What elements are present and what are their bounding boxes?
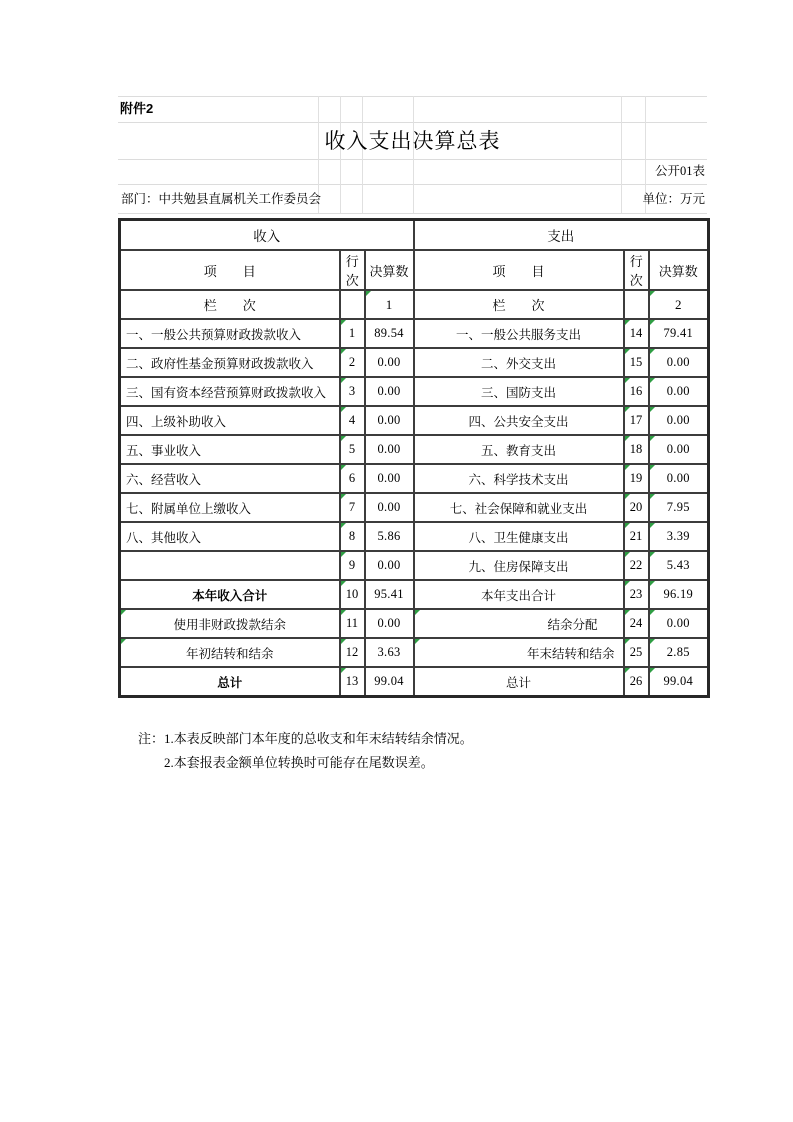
green-marker-icon (415, 610, 420, 615)
expense-rowno-cell: 14 (624, 319, 649, 348)
expense-amount-cell: 0.00 (649, 609, 709, 638)
income-amount-cell: 0.00 (365, 406, 414, 435)
expense-amount-cell: 0.00 (649, 377, 709, 406)
green-marker-icon (625, 407, 630, 412)
income-item-cell: 八、其他收入 (120, 522, 340, 551)
expense-rowno-cell: 21 (624, 522, 649, 551)
table-row (120, 638, 709, 667)
income-amount-cell: 5.86 (365, 522, 414, 551)
expense-item-cell: 七、社会保障和就业支出 (414, 493, 624, 522)
income-amount-cell: 3.63 (365, 638, 414, 667)
expense-amount-cell: 0.00 (649, 464, 709, 493)
income-rowno-cell: 9 (340, 551, 365, 580)
green-marker-icon (625, 320, 630, 325)
income-rowno-cell: 8 (340, 522, 365, 551)
green-marker-icon (625, 349, 630, 354)
income-rowno-cell: 12 (340, 638, 365, 667)
expense-item-cell: 年末结转和结余 (414, 638, 624, 667)
expense-item-cell: 结余分配 (414, 609, 624, 638)
expense-amount-cell: 0.00 (649, 406, 709, 435)
table-row (120, 493, 709, 522)
income-item-cell: 二、政府性基金预算财政拨款收入 (120, 348, 340, 377)
income-rowno-cell: 6 (340, 464, 365, 493)
green-marker-icon (625, 436, 630, 441)
green-marker-icon (341, 610, 346, 615)
green-marker-icon (650, 465, 655, 470)
expense-item-col-header: 项 目 (414, 250, 624, 290)
expense-item-cell: 总计 (414, 667, 624, 697)
table-row (120, 406, 709, 435)
expense-amount-cell: 0.00 (649, 435, 709, 464)
green-marker-icon (341, 639, 346, 644)
income-lanci-cell: 栏 次 (120, 290, 340, 319)
expense-item-cell: 六、科学技术支出 (414, 464, 624, 493)
green-marker-icon (121, 639, 126, 644)
table-row (120, 551, 709, 580)
green-marker-icon (650, 552, 655, 557)
green-marker-icon (625, 378, 630, 383)
income-rowno-cell: 4 (340, 406, 365, 435)
income-item-cell: 五、事业收入 (120, 435, 340, 464)
expense-item-cell: 本年支出合计 (414, 580, 624, 609)
green-marker-icon (650, 407, 655, 412)
budget-table (118, 218, 710, 698)
note-line-2: 2.本套报表金额单位转换时可能存在尾数误差。 (164, 755, 434, 770)
green-marker-icon (341, 436, 346, 441)
income-item-cell: 年初结转和结余 (120, 638, 340, 667)
income-amount-cell: 0.00 (365, 377, 414, 406)
expense-item-cell: 三、国防支出 (414, 377, 624, 406)
green-marker-icon (625, 639, 630, 644)
green-marker-icon (650, 610, 655, 615)
expense-rowno-cell: 18 (624, 435, 649, 464)
expense-rowno-cell: 16 (624, 377, 649, 406)
expense-item-cell: 八、卫生健康支出 (414, 522, 624, 551)
green-marker-icon (625, 581, 630, 586)
income-item-cell: 六、经营收入 (120, 464, 340, 493)
expense-amount-cell: 3.39 (649, 522, 709, 551)
income-item-cell: 本年收入合计 (120, 580, 340, 609)
expense-amount-cell: 96.19 (649, 580, 709, 609)
green-marker-icon (341, 552, 346, 557)
note-label: 注： (138, 731, 165, 746)
unit-label: 单位：万元 (642, 192, 705, 206)
green-marker-icon (650, 349, 655, 354)
income-section-header: 收入 (120, 220, 414, 251)
expense-item-cell: 二、外交支出 (414, 348, 624, 377)
department-label: 部门：中共勉县直属机关工作委员会 (121, 192, 322, 206)
income-rowno-cell: 13 (340, 667, 365, 697)
expense-amount-cell: 99.04 (649, 667, 709, 697)
empty-cell (340, 290, 365, 319)
table-row (120, 522, 709, 551)
income-rowno-col-header: 行次 (340, 250, 365, 290)
expense-rowno-cell: 20 (624, 493, 649, 522)
green-marker-icon (341, 494, 346, 499)
income-amount-cell: 0.00 (365, 348, 414, 377)
table-row (120, 348, 709, 377)
attachment-label: 附件2 (120, 101, 154, 116)
income-amount-cell: 0.00 (365, 493, 414, 522)
expense-rowno-cell: 25 (624, 638, 649, 667)
income-amount-cell: 0.00 (365, 435, 414, 464)
note-line-1: 1.本表反映部门本年度的总收支和年末结转结余情况。 (164, 731, 473, 746)
table-row (120, 580, 709, 609)
income-item-cell: 三、国有资本经营预算财政拨款收入 (120, 377, 340, 406)
expense-rowno-cell: 24 (624, 609, 649, 638)
expense-item-cell: 四、公共安全支出 (414, 406, 624, 435)
table-row (120, 667, 709, 697)
income-amount-cell: 0.00 (365, 464, 414, 493)
income-amount-cell: 99.04 (365, 667, 414, 697)
green-marker-icon (341, 668, 346, 673)
expense-rowno-cell: 19 (624, 464, 649, 493)
section-header-row (120, 220, 709, 251)
income-amount-cell: 95.41 (365, 580, 414, 609)
income-rowno-cell: 10 (340, 580, 365, 609)
green-marker-icon (650, 668, 655, 673)
expense-lanci-cell: 栏 次 (414, 290, 624, 319)
table-code-label: 公开01表 (654, 164, 705, 178)
green-marker-icon (625, 668, 630, 673)
income-amount-cell: 89.54 (365, 319, 414, 348)
expense-item-cell: 一、一般公共服务支出 (414, 319, 624, 348)
footnotes (138, 727, 473, 775)
expense-amount-cell: 5.43 (649, 551, 709, 580)
expense-section-header: 支出 (414, 220, 709, 251)
income-amount-cell: 0.00 (365, 609, 414, 638)
green-marker-icon (650, 436, 655, 441)
green-marker-icon (650, 523, 655, 528)
green-marker-icon (341, 349, 346, 354)
green-marker-icon (341, 378, 346, 383)
expense-rowno-cell: 23 (624, 580, 649, 609)
table-row (120, 464, 709, 493)
budget-table-wrapper (118, 218, 710, 698)
income-rowno-cell: 7 (340, 493, 365, 522)
expense-amount-cell: 0.00 (649, 348, 709, 377)
income-item-cell: 七、附属单位上缴收入 (120, 493, 340, 522)
green-marker-icon (650, 378, 655, 383)
expense-amount-cell: 7.95 (649, 493, 709, 522)
income-rowno-cell: 11 (340, 609, 365, 638)
green-marker-icon (625, 610, 630, 615)
green-marker-icon (341, 407, 346, 412)
column-index-row (120, 290, 709, 319)
expense-col-index-cell: 2 (649, 290, 709, 319)
green-marker-icon (625, 523, 630, 528)
income-col-index-cell: 1 (365, 290, 414, 319)
note-lines (164, 727, 473, 775)
green-marker-icon (341, 523, 346, 528)
table-body (120, 319, 709, 697)
table-row (120, 609, 709, 638)
expense-amount-col-header: 决算数 (649, 250, 709, 290)
green-marker-icon (650, 320, 655, 325)
income-item-cell: 总计 (120, 667, 340, 697)
table-row (120, 435, 709, 464)
income-rowno-cell: 3 (340, 377, 365, 406)
meta-row (118, 184, 705, 214)
green-marker-icon (121, 610, 126, 615)
income-item-cell: 使用非财政拨款结余 (120, 609, 340, 638)
green-marker-icon (625, 494, 630, 499)
expense-rowno-col-header: 行次 (624, 250, 649, 290)
green-marker-icon (366, 291, 371, 296)
expense-rowno-cell: 15 (624, 348, 649, 377)
expense-rowno-cell: 22 (624, 551, 649, 580)
green-marker-icon (341, 581, 346, 586)
expense-rowno-cell: 17 (624, 406, 649, 435)
green-marker-icon (650, 639, 655, 644)
income-rowno-cell: 1 (340, 319, 365, 348)
column-header-row (120, 250, 709, 290)
green-marker-icon (415, 639, 420, 644)
green-marker-icon (341, 465, 346, 470)
green-marker-icon (650, 494, 655, 499)
income-item-col-header: 项 目 (120, 250, 340, 290)
green-marker-icon (650, 291, 655, 296)
expense-item-cell: 五、教育支出 (414, 435, 624, 464)
income-item-cell (120, 551, 340, 580)
green-marker-icon (341, 320, 346, 325)
income-amount-col-header: 决算数 (365, 250, 414, 290)
income-rowno-cell: 2 (340, 348, 365, 377)
expense-rowno-cell: 26 (624, 667, 649, 697)
expense-amount-cell: 2.85 (649, 638, 709, 667)
income-rowno-cell: 5 (340, 435, 365, 464)
empty-cell (624, 290, 649, 319)
green-marker-icon (650, 581, 655, 586)
expense-amount-cell: 79.41 (649, 319, 709, 348)
page-title: 收入支出决算总表 (324, 129, 501, 153)
green-marker-icon (625, 465, 630, 470)
table-row (120, 319, 709, 348)
income-amount-cell: 0.00 (365, 551, 414, 580)
table-row (120, 377, 709, 406)
income-item-cell: 一、一般公共预算财政拨款收入 (120, 319, 340, 348)
green-marker-icon (625, 552, 630, 557)
expense-item-cell: 九、住房保障支出 (414, 551, 624, 580)
income-item-cell: 四、上级补助收入 (120, 406, 340, 435)
